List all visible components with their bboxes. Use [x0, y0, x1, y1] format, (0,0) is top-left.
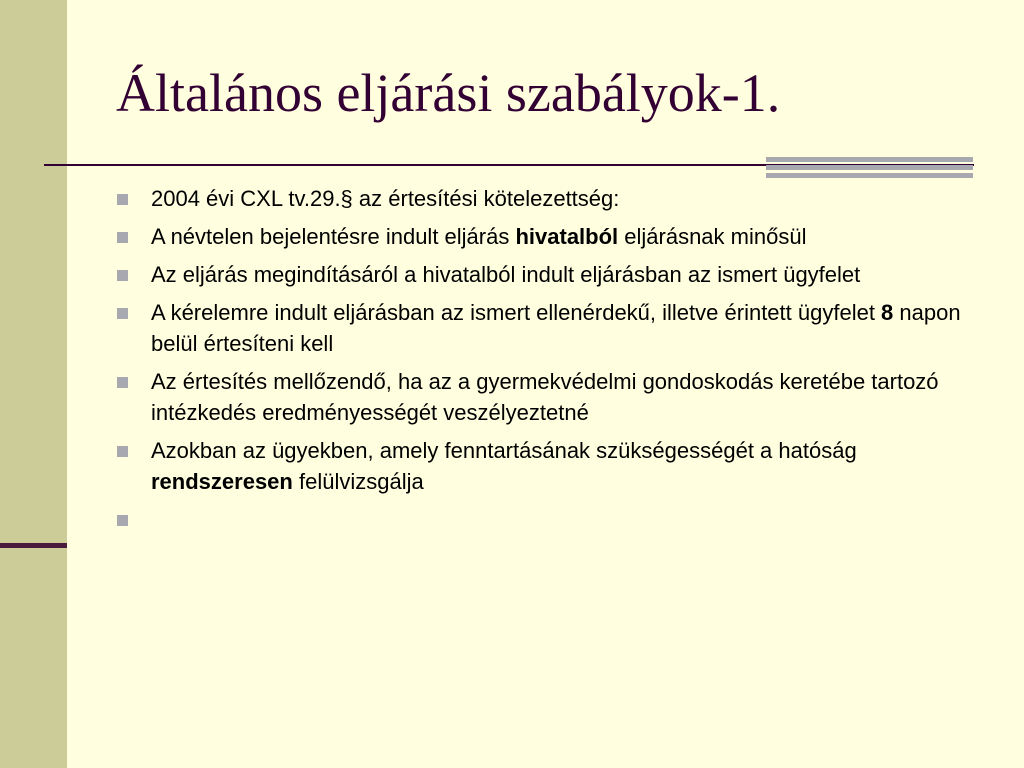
bullet-emphasis: rendszeresen [151, 469, 293, 494]
bullet-text: felülvizsgálja [292, 469, 424, 494]
left-decorative-band [0, 0, 67, 768]
stripe [766, 157, 973, 162]
bullet-emphasis: 8 [881, 300, 894, 325]
slide-title: Általános eljárási szabályok-1. [116, 63, 781, 123]
bullet-text: A kérelemre indult eljárásban az ismert ellenérdekű, illetve érintett ügyfelet [151, 300, 882, 325]
bullet-text: Az eljárás megindításáról a hivatalból indult eljárásban az ismert ügyfelet [151, 262, 861, 287]
square-bullet-icon [117, 308, 128, 319]
left-accent-bar [0, 543, 67, 548]
bullet-text: Azokban az ügyekben, amely fenntartásának szükségességét a hatóság [151, 438, 857, 463]
square-bullet-icon [117, 194, 128, 205]
stripe [766, 173, 973, 178]
square-bullet-icon [117, 377, 128, 388]
square-bullet-icon [117, 270, 128, 281]
bullet-item [116, 366, 976, 428]
bullet-text: eljárásnak minősül [618, 224, 807, 249]
bullet-text: Az értesítés mellőzendő, ha az a gyermekvédelmi gondoskodás keretébe tartozó intézkedés eredményességét veszélyeztetné [151, 369, 939, 425]
square-bullet-icon [117, 232, 128, 243]
bullet-item [116, 183, 976, 214]
stripe [766, 165, 973, 170]
square-bullet-icon [117, 515, 128, 526]
bullet-text: 2004 évi CXL tv.29.§ az értesítési kötelezettség: [151, 186, 620, 211]
decorative-stripes [766, 157, 973, 179]
bullet-item [116, 435, 976, 497]
bullet-item [116, 259, 976, 290]
square-bullet-icon [117, 446, 128, 457]
bullet-item [116, 221, 976, 252]
bullet-emphasis: hivatalból [515, 224, 619, 249]
bullet-item [116, 297, 976, 359]
bullet-list [116, 183, 976, 504]
bullet-text: A névtelen bejelentésre indult eljárás [151, 224, 516, 249]
bullet-text: napon belül értesíteni kell [151, 300, 961, 356]
